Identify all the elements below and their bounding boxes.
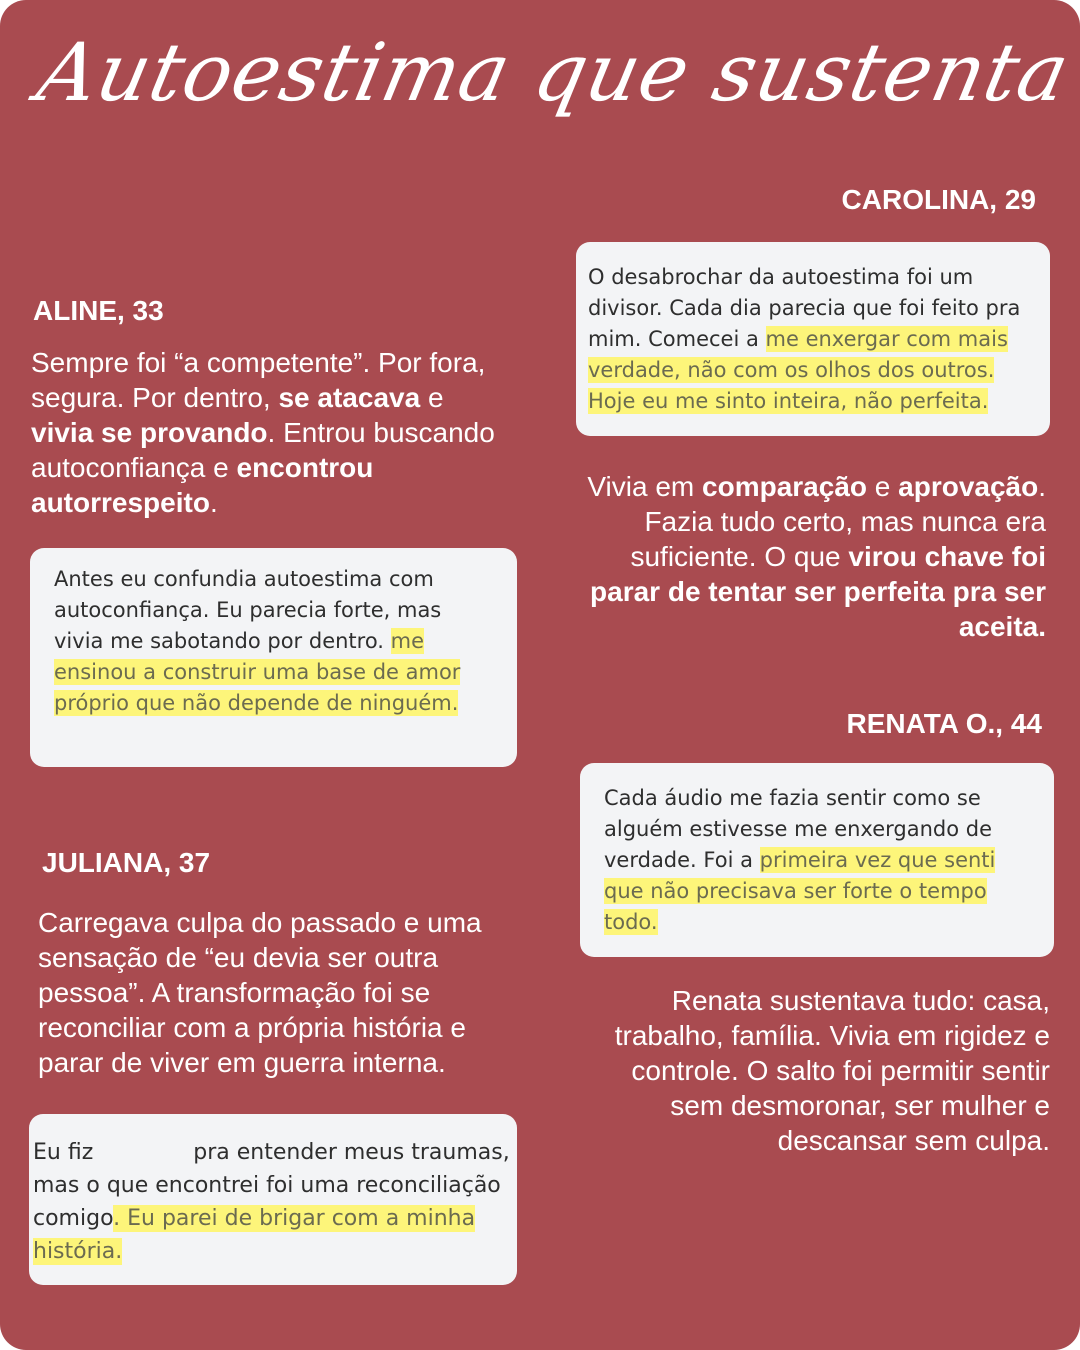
aline-bold-2: vivia se provando <box>31 417 268 448</box>
renata-message-bubble <box>580 763 1054 957</box>
carolina-name: CAROLINA, 29 <box>841 184 1036 215</box>
juliana-name: JULIANA, 37 <box>42 847 211 878</box>
carolina-message-bubble <box>576 242 1050 436</box>
renata-name: RENATA O., 44 <box>846 708 1042 739</box>
renata-description: Renata sustentava tudo: casa, trabalho, família. Vivia em rigidez e controle. O salto foi permitir sentir sem desmoronar, ser mulher e descansar sem culpa. <box>614 985 1050 1156</box>
juliana-description: Carregava culpa do passado e uma sensação de “eu devia ser outra pessoa”. A transformação foi se reconciliar com a própria história e parar de viver em guerra interna. <box>38 907 482 1078</box>
aline-message-highlight: me ensinou a construir uma base de amor próprio que não depende de ninguém. <box>54 629 461 715</box>
carolina-bold-3: virou chave foi parar de tentar ser perfeita pra ser aceita. <box>590 541 1046 642</box>
aline-text-3: . Entrou buscando autoconfiança e <box>31 417 495 483</box>
carolina-message-text: O desabrochar da autoestima foi um divisor. Cada dia parecia que foi feito pra mim. Comecei a <box>588 265 1021 351</box>
page-title: Autoestima que sustenta <box>30 26 1078 119</box>
juliana-message-text-2: pra entender meus traumas, mas o que encontrei foi uma reconciliação comigo <box>33 1140 510 1231</box>
aline-message-text: Antes eu confundia autoestima com autoconfiança. Eu parecia forte, mas vivia me sabotando por dentro. <box>54 567 442 653</box>
aline-bold-1: se atacava <box>278 382 421 413</box>
carolina-bold-1: comparação <box>702 471 867 502</box>
aline-name: ALINE, 33 <box>33 295 164 326</box>
carolina-description <box>586 469 1046 644</box>
carolina-message-highlight: me enxergar com mais verdade, não com os olhos dos outros. Hoje eu me sinto inteira, não perfeita. <box>588 327 1008 413</box>
aline-text-2: e <box>420 382 444 413</box>
carolina-text-2: e <box>867 471 899 502</box>
juliana-message-bubble <box>29 1114 517 1285</box>
renata-message-text: Cada áudio me fazia sentir como se alguém estivesse me enxergando de verdade. Foi a <box>604 786 993 872</box>
aline-text-1: Sempre foi “a competente”. Por fora, segura. Por dentro, <box>31 347 486 413</box>
aline-text-4: . <box>209 487 218 518</box>
carolina-bold-2: aprovação <box>898 471 1039 502</box>
renata-message-highlight: primeira vez que senti que não precisava ser forte o tempo todo. <box>604 848 996 934</box>
aline-bold-3: encontrou autorrespeito <box>31 452 374 518</box>
carolina-text-3: . Fazia tudo certo, mas nunca era suficiente. O que <box>630 471 1046 572</box>
carolina-text-1: Vivia em <box>587 471 703 502</box>
juliana-message-highlight: . Eu parei de brigar com a minha história. <box>33 1206 476 1264</box>
aline-description <box>31 345 511 520</box>
juliana-message-text-1: Eu fiz <box>33 1140 94 1165</box>
aline-message-bubble <box>30 548 517 767</box>
